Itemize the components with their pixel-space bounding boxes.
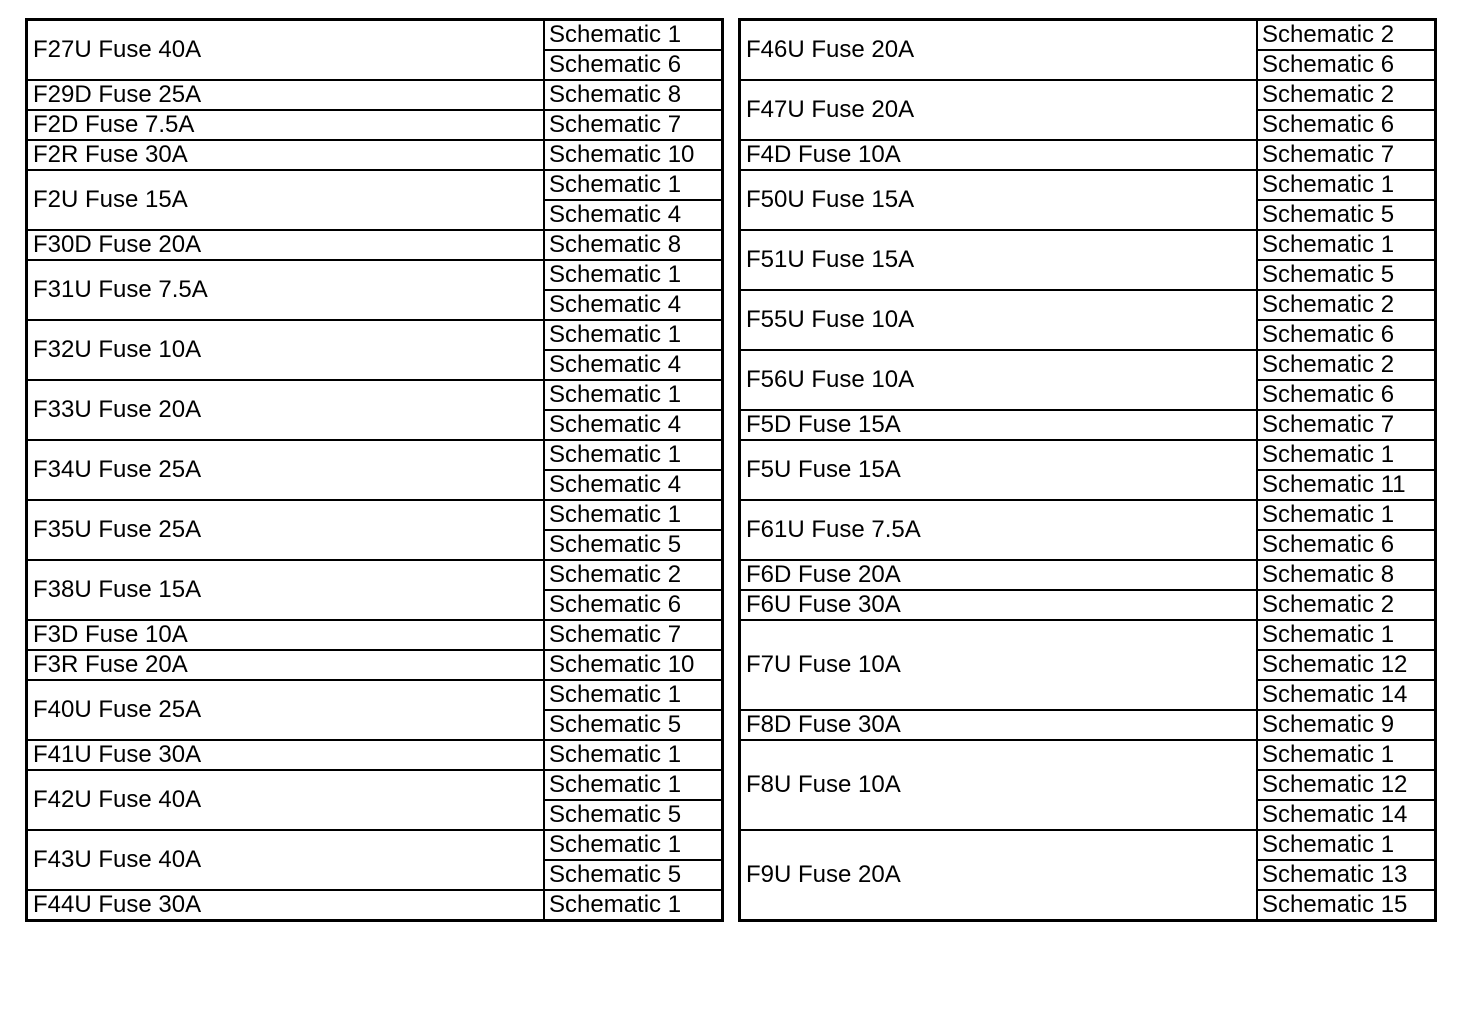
schematic-ref-cell: Schematic 11 xyxy=(1257,470,1436,500)
fuse-name-cell: F47U Fuse 20A xyxy=(740,80,1258,140)
schematic-ref-cell: Schematic 1 xyxy=(544,440,723,470)
fuse-name-cell: F50U Fuse 15A xyxy=(740,170,1258,230)
fuse-name-cell: F30D Fuse 20A xyxy=(27,230,545,260)
schematic-ref-cell: Schematic 13 xyxy=(1257,860,1436,890)
fuse-name-cell: F3R Fuse 20A xyxy=(27,650,545,680)
fuse-name-cell: F43U Fuse 40A xyxy=(27,830,545,890)
table-row xyxy=(27,440,723,470)
table-row xyxy=(27,740,723,770)
schematic-ref-cell: Schematic 14 xyxy=(1257,800,1436,830)
schematic-ref-cell: Schematic 5 xyxy=(544,860,723,890)
table-row xyxy=(27,680,723,710)
schematic-ref-cell: Schematic 1 xyxy=(544,320,723,350)
schematic-ref-cell: Schematic 4 xyxy=(544,200,723,230)
schematic-ref-cell: Schematic 2 xyxy=(1257,80,1436,110)
fuse-name-cell: F6D Fuse 20A xyxy=(740,560,1258,590)
fuse-name-cell: F40U Fuse 25A xyxy=(27,680,545,740)
table-row xyxy=(740,170,1436,200)
fuse-name-cell: F42U Fuse 40A xyxy=(27,770,545,830)
table-row xyxy=(740,560,1436,590)
table-row xyxy=(740,620,1436,650)
schematic-ref-cell: Schematic 1 xyxy=(544,770,723,800)
schematic-ref-cell: Schematic 8 xyxy=(544,80,723,110)
fuse-name-cell: F46U Fuse 20A xyxy=(740,20,1258,81)
schematic-ref-cell: Schematic 9 xyxy=(1257,710,1436,740)
schematic-ref-cell: Schematic 1 xyxy=(1257,830,1436,860)
schematic-ref-cell: Schematic 8 xyxy=(1257,560,1436,590)
fuse-name-cell: F41U Fuse 30A xyxy=(27,740,545,770)
fuse-table-right xyxy=(738,18,1437,922)
table-row xyxy=(27,20,723,51)
schematic-ref-cell: Schematic 5 xyxy=(1257,200,1436,230)
fuse-name-cell: F5U Fuse 15A xyxy=(740,440,1258,500)
schematic-ref-cell: Schematic 2 xyxy=(544,560,723,590)
table-row xyxy=(27,830,723,860)
schematic-ref-cell: Schematic 1 xyxy=(1257,740,1436,770)
table-row xyxy=(740,230,1436,260)
table-row xyxy=(740,500,1436,530)
schematic-ref-cell: Schematic 5 xyxy=(544,800,723,830)
schematic-ref-cell: Schematic 1 xyxy=(544,20,723,51)
fuse-table-right-body xyxy=(740,20,1436,921)
table-row xyxy=(740,590,1436,620)
schematic-ref-cell: Schematic 1 xyxy=(1257,230,1436,260)
schematic-ref-cell: Schematic 6 xyxy=(1257,530,1436,560)
fuse-name-cell: F27U Fuse 40A xyxy=(27,20,545,81)
schematic-ref-cell: Schematic 1 xyxy=(1257,170,1436,200)
table-row xyxy=(27,230,723,260)
schematic-ref-cell: Schematic 7 xyxy=(544,620,723,650)
fuse-name-cell: F34U Fuse 25A xyxy=(27,440,545,500)
fuse-name-cell: F8U Fuse 10A xyxy=(740,740,1258,830)
fuse-name-cell: F2R Fuse 30A xyxy=(27,140,545,170)
table-row xyxy=(740,710,1436,740)
fuse-name-cell: F55U Fuse 10A xyxy=(740,290,1258,350)
schematic-ref-cell: Schematic 1 xyxy=(544,170,723,200)
fuse-name-cell: F51U Fuse 15A xyxy=(740,230,1258,290)
table-row xyxy=(27,380,723,410)
schematic-ref-cell: Schematic 5 xyxy=(544,530,723,560)
table-row xyxy=(27,500,723,530)
table-row xyxy=(27,140,723,170)
schematic-ref-cell: Schematic 14 xyxy=(1257,680,1436,710)
table-row xyxy=(27,80,723,110)
table-row xyxy=(27,110,723,140)
table-row xyxy=(27,650,723,680)
table-row xyxy=(27,320,723,350)
fuse-name-cell: F38U Fuse 15A xyxy=(27,560,545,620)
table-row xyxy=(740,290,1436,320)
schematic-ref-cell: Schematic 12 xyxy=(1257,770,1436,800)
schematic-ref-cell: Schematic 1 xyxy=(544,500,723,530)
schematic-ref-cell: Schematic 10 xyxy=(544,650,723,680)
schematic-ref-cell: Schematic 4 xyxy=(544,290,723,320)
schematic-ref-cell: Schematic 1 xyxy=(544,890,723,921)
schematic-ref-cell: Schematic 1 xyxy=(1257,440,1436,470)
schematic-ref-cell: Schematic 6 xyxy=(544,590,723,620)
fuse-name-cell: F2U Fuse 15A xyxy=(27,170,545,230)
schematic-ref-cell: Schematic 7 xyxy=(544,110,723,140)
fuse-name-cell: F32U Fuse 10A xyxy=(27,320,545,380)
schematic-ref-cell: Schematic 1 xyxy=(544,740,723,770)
fuse-name-cell: F3D Fuse 10A xyxy=(27,620,545,650)
table-row xyxy=(27,770,723,800)
table-row xyxy=(27,620,723,650)
table-row xyxy=(27,890,723,921)
fuse-name-cell: F5D Fuse 15A xyxy=(740,410,1258,440)
schematic-ref-cell: Schematic 1 xyxy=(1257,620,1436,650)
schematic-ref-cell: Schematic 15 xyxy=(1257,890,1436,921)
table-row xyxy=(740,350,1436,380)
schematic-ref-cell: Schematic 6 xyxy=(544,50,723,80)
schematic-ref-cell: Schematic 2 xyxy=(1257,290,1436,320)
fuse-name-cell: F6U Fuse 30A xyxy=(740,590,1258,620)
fuse-name-cell: F61U Fuse 7.5A xyxy=(740,500,1258,560)
table-row xyxy=(740,830,1436,860)
schematic-ref-cell: Schematic 8 xyxy=(544,230,723,260)
schematic-ref-cell: Schematic 6 xyxy=(1257,320,1436,350)
schematic-ref-cell: Schematic 6 xyxy=(1257,110,1436,140)
schematic-ref-cell: Schematic 6 xyxy=(1257,380,1436,410)
schematic-ref-cell: Schematic 1 xyxy=(544,680,723,710)
fuse-name-cell: F44U Fuse 30A xyxy=(27,890,545,921)
table-row xyxy=(740,20,1436,51)
table-row xyxy=(27,260,723,290)
schematic-ref-cell: Schematic 2 xyxy=(1257,590,1436,620)
fuse-name-cell: F31U Fuse 7.5A xyxy=(27,260,545,320)
schematic-ref-cell: Schematic 7 xyxy=(1257,140,1436,170)
table-row xyxy=(740,740,1436,770)
schematic-ref-cell: Schematic 4 xyxy=(544,470,723,500)
schematic-ref-cell: Schematic 1 xyxy=(1257,500,1436,530)
schematic-ref-cell: Schematic 2 xyxy=(1257,350,1436,380)
schematic-ref-cell: Schematic 6 xyxy=(1257,50,1436,80)
schematic-ref-cell: Schematic 10 xyxy=(544,140,723,170)
table-row xyxy=(740,140,1436,170)
schematic-ref-cell: Schematic 4 xyxy=(544,350,723,380)
fuse-name-cell: F7U Fuse 10A xyxy=(740,620,1258,710)
fuse-table-left-body xyxy=(27,20,723,921)
fuse-name-cell: F35U Fuse 25A xyxy=(27,500,545,560)
schematic-ref-cell: Schematic 1 xyxy=(544,260,723,290)
fuse-name-cell: F8D Fuse 30A xyxy=(740,710,1258,740)
fuse-name-cell: F29D Fuse 25A xyxy=(27,80,545,110)
schematic-ref-cell: Schematic 12 xyxy=(1257,650,1436,680)
table-row xyxy=(740,410,1436,440)
schematic-ref-cell: Schematic 5 xyxy=(544,710,723,740)
schematic-ref-cell: Schematic 5 xyxy=(1257,260,1436,290)
schematic-ref-cell: Schematic 7 xyxy=(1257,410,1436,440)
fuse-table-left xyxy=(25,18,724,922)
fuse-name-cell: F2D Fuse 7.5A xyxy=(27,110,545,140)
table-row xyxy=(740,440,1436,470)
schematic-ref-cell: Schematic 1 xyxy=(544,380,723,410)
fuse-name-cell: F56U Fuse 10A xyxy=(740,350,1258,410)
schematic-ref-cell: Schematic 2 xyxy=(1257,20,1436,51)
fuse-name-cell: F9U Fuse 20A xyxy=(740,830,1258,921)
schematic-ref-cell: Schematic 1 xyxy=(544,830,723,860)
table-row xyxy=(740,80,1436,110)
table-row xyxy=(27,560,723,590)
fuse-name-cell: F4D Fuse 10A xyxy=(740,140,1258,170)
fuse-name-cell: F33U Fuse 20A xyxy=(27,380,545,440)
table-row xyxy=(27,170,723,200)
schematic-ref-cell: Schematic 4 xyxy=(544,410,723,440)
